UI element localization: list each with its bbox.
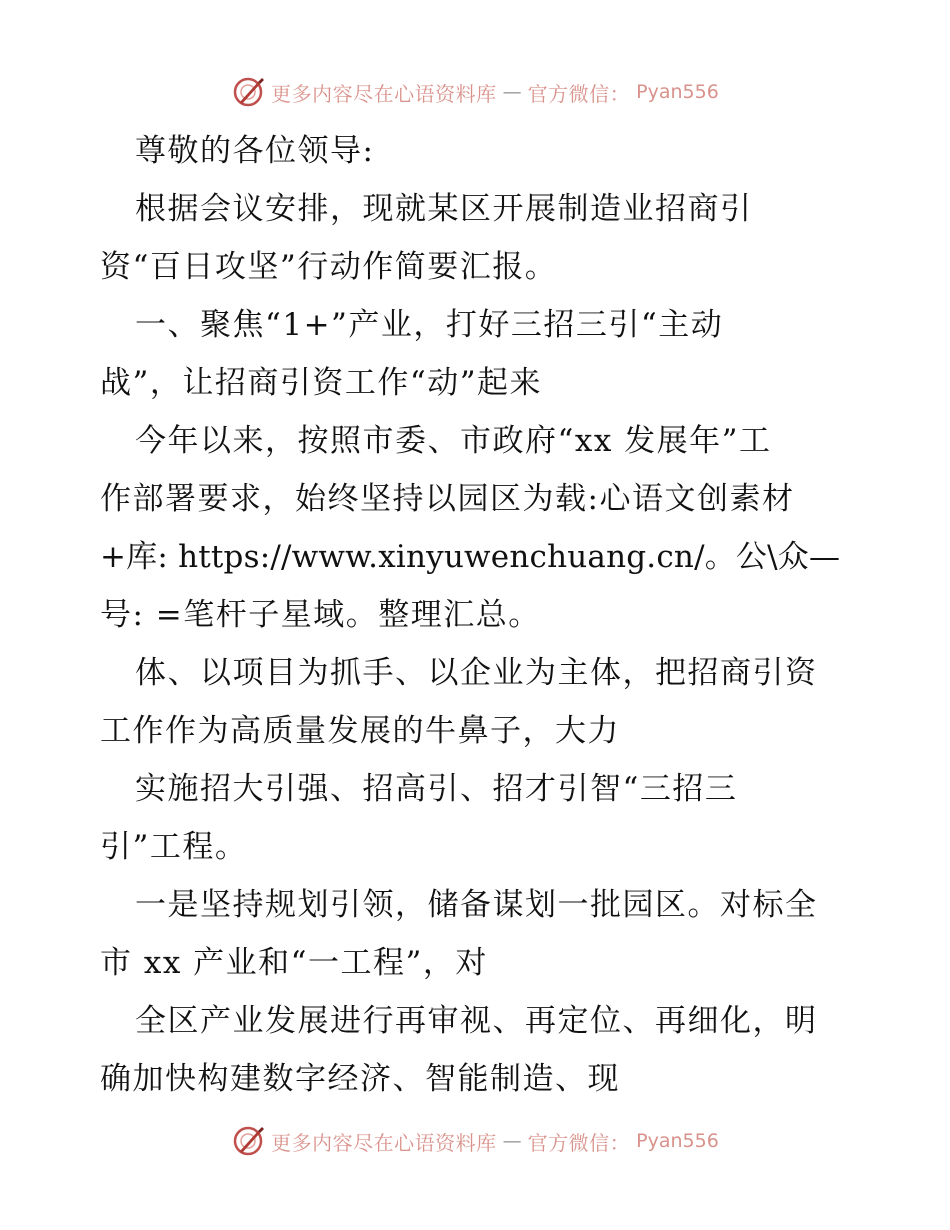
paragraph-line: 作部署要求，始终坚持以园区为载:心语文创素材 [100,481,795,517]
paragraph-line: 资“百日攻坚”行动作简要汇报。 [100,249,558,285]
paragraph-line: 引”工程。 [100,829,248,865]
pen-circle-icon [231,1124,265,1158]
salutation: 尊敬的各位领导: [135,133,375,169]
watermark-text: 更多内容尽在心语资料库 [271,1130,497,1155]
paragraph-line: 根据会议安排，现就某区开展制造业招商引 [135,191,753,227]
footer-watermark [0,1121,950,1161]
paragraph-line: 实施招大引强、招高引、招才引智“三招三 [135,771,738,807]
paragraph-line: +库: https://www.xinyuwenchuang.cn/。公\众— [100,539,841,575]
paragraph-line: 全区产业发展进行再审视、再定位、再细化，明 [135,1003,818,1039]
watermark-dash: — [502,1130,522,1152]
paragraph-line: 确加快构建数字经济、智能制造、现 [100,1061,620,1097]
pen-circle-icon [231,75,265,109]
section-heading-line: 一、聚焦“1+”产业，打好三招三引“主动 [135,307,724,343]
paragraph-line: 号: =笔杆子星域。整理汇总。 [100,597,541,633]
paragraph-line: 体、以项目为抓手、以企业为主体，把招商引资 [135,655,818,691]
watermark-label: 官方微信： [527,1130,631,1155]
paragraph-line: 工作作为高质量发展的牛鼻子，大力 [100,713,620,749]
watermark-dash: — [502,81,522,103]
header-watermark [0,72,950,112]
watermark-label: 官方微信： [527,81,631,106]
document-body [100,122,860,1108]
watermark-id: Pyan556 [636,1130,719,1152]
section-heading-line: 战”，让招商引资工作“动”起来 [100,365,543,401]
paragraph-line: 一是坚持规划引领，储备谋划一批园区。对标全 [135,887,818,923]
paragraph-line: 今年以来，按照市委、市政府“xx 发展年”工 [135,423,772,459]
paragraph-line: 市 xx 产业和“一工程”，对 [100,945,488,981]
watermark-text: 更多内容尽在心语资料库 [271,81,497,106]
watermark-id: Pyan556 [636,81,719,103]
